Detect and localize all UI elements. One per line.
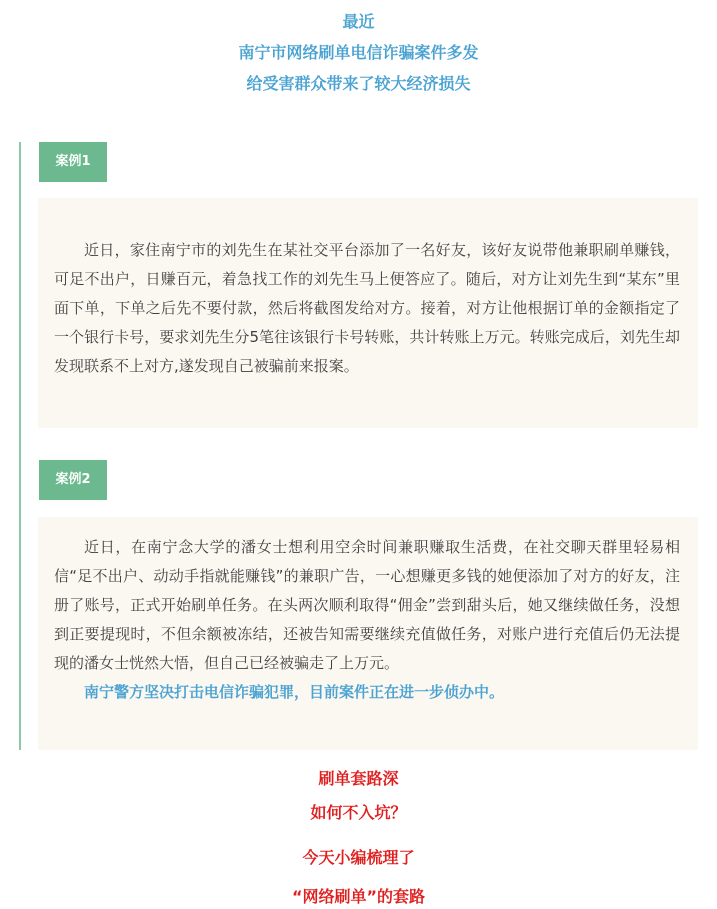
- outro-line-1: 刷单套路深: [318, 769, 399, 788]
- case-2-text: 近日，在南宁念大学的潘女士想利用空余时间兼职赚取生活费，在社交聊天群里轻易相信“足不出户、动动手指就能赚钱”的兼职广告，一心想赚更多钱的她便添加了对方的好友，注册了账号，正式开始刷单任务。在头两次顺利取得“佣金”尝到甜头后，她又继续做任务，没想到正要提现时，不但余额被冻结，还被告知需要继续充值做任务，对账户进行充值后仍无法提现的潘女士恍然大悟，但自己已经被骗走了上万元。: [54, 538, 680, 672]
- intro-line-2: 南宁市网络刷单电信诈骗案件多发: [238, 43, 479, 62]
- outro-line-4: “网络刷单”的套路: [291, 887, 426, 906]
- intro-line-1: 最近: [342, 12, 375, 31]
- case-1-tag: 案例1: [39, 142, 107, 182]
- intro-line-3: 给受害群众带来了较大经济损失: [246, 74, 471, 93]
- case-section: [19, 142, 701, 750]
- case-1-text: 近日，家住南宁市的刘先生在某社交平台添加了一名好友，该好友说带他兼职刷单赚钱，可足不出户，日赚百元，着急找工作的刘先生马上便答应了。随后，对方让刘先生到“某东”里面下单，下单之后先不要付款，然后将截图发给对方。接着，对方让他根据订单的金额指定了一个银行卡号，要求刘先生分5笔往该银行卡号转账，共计转账上万元。转账完成后，刘先生却发现联系不上对方,遂发现自己被骗前来报案。: [54, 241, 680, 375]
- case-2-tag: 案例2: [39, 460, 107, 500]
- case-1-box: [38, 198, 698, 428]
- outro-line-2: 如何不入坑？: [310, 803, 407, 822]
- case-2-box: [38, 517, 698, 750]
- intro-heading: [0, 6, 717, 99]
- police-note: 南宁警方坚决打击电信诈骗犯罪，目前案件正在进一步侦办中。: [84, 683, 505, 701]
- outro-line-3: 今天小编梳理了: [302, 848, 415, 867]
